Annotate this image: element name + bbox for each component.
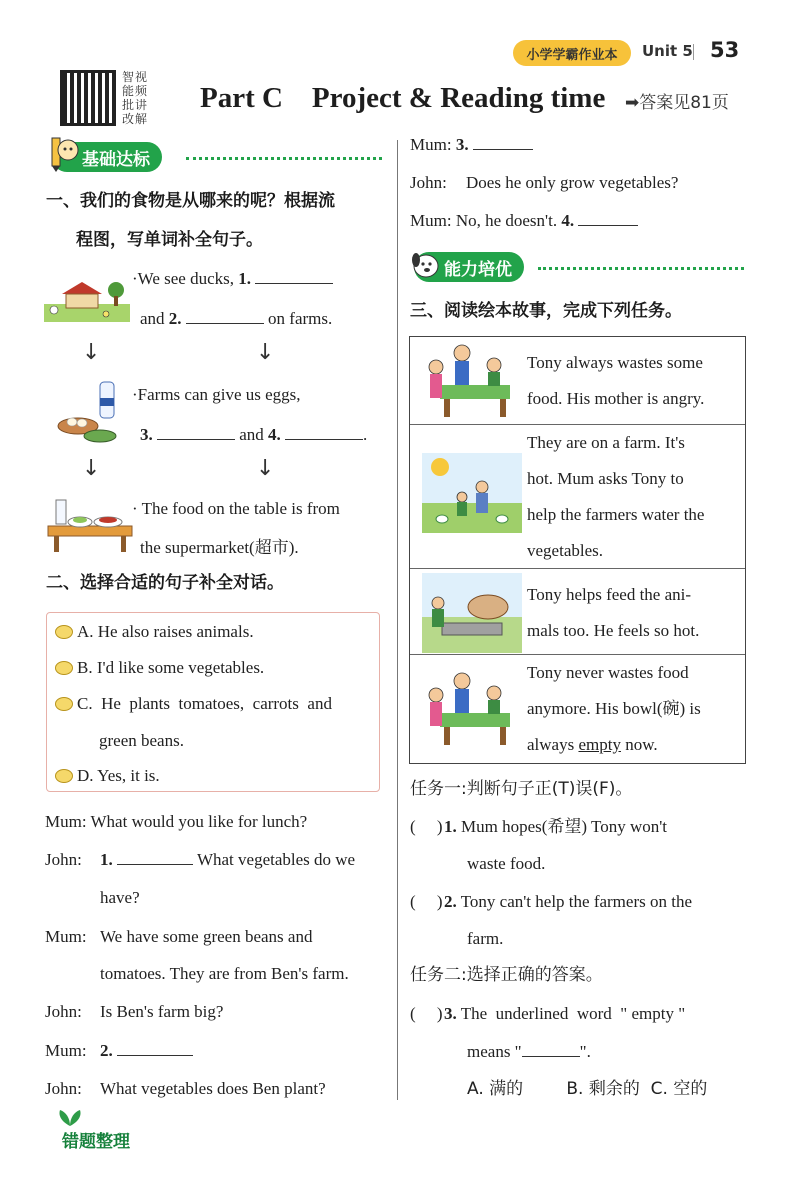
story-line: They are on a farm. It's <box>527 433 685 452</box>
story-line <box>527 727 737 763</box>
story-line: Tony helps feed the ani- <box>527 585 692 604</box>
story-text-4 <box>527 655 737 763</box>
dialogue-text: No, he doesn't. <box>455 211 558 230</box>
option-a[interactable]: A. He also raises animals. <box>77 622 254 641</box>
banner-dots <box>538 267 744 270</box>
dialogue-text: What would you like for lunch? <box>90 812 308 831</box>
blank-number: 4. <box>561 211 575 230</box>
story-line: vegetables. <box>527 541 603 560</box>
story-text-3 <box>527 577 737 649</box>
banner-dots <box>186 157 382 160</box>
q1-instruction-line1: 一、我们的食物是从哪来的呢？根据流 <box>46 191 335 211</box>
story-text-1 <box>527 345 737 417</box>
dialogue-cont: tomatoes. They are from Ben's farm. <box>100 964 349 983</box>
story-line: food. His mother is angry. <box>527 389 705 408</box>
speaker: Mum: <box>45 927 87 946</box>
dialogue-line <box>45 1040 87 1062</box>
story-line: help the farmers water the <box>527 505 705 524</box>
blank-number: 1. <box>238 269 252 288</box>
dialogue-line <box>410 210 638 232</box>
flow-arrow: ↓ <box>82 456 101 481</box>
question-1 <box>444 816 667 838</box>
qr-caption: 智视能频批讲改解 <box>122 70 149 126</box>
family-meal-picture <box>422 669 522 749</box>
flow-line3: · The food on the table is from <box>132 499 340 518</box>
speaker: Mum: <box>45 1041 87 1060</box>
question-text: Mum hopes(希望) Tony won't <box>461 817 668 836</box>
task1-title: 任务一:判断句子正(T)误(F)。 <box>410 779 633 799</box>
q2-instruction: 二、选择合适的句子补全对话。 <box>46 573 284 593</box>
section-banner-text: 能力培优 <box>444 259 512 280</box>
dialogue-line <box>45 926 87 948</box>
story-panel-3 <box>410 569 745 655</box>
flow-text: and <box>140 309 165 328</box>
leaf-icon <box>56 1110 84 1126</box>
blank-number: 1. <box>100 850 113 869</box>
flow-text: on farms. <box>268 309 333 328</box>
dinner-table-illustration <box>46 496 134 554</box>
question-2-cont: farm. <box>467 929 504 948</box>
blank-number: 4. <box>268 425 281 444</box>
question-number: 2. <box>444 892 457 911</box>
flow-text: . <box>363 425 368 444</box>
answer-blank-2[interactable] <box>186 308 264 324</box>
dialogue-text: Does he only grow vegetables? <box>466 173 679 192</box>
option-c-cont: green beans. <box>99 731 184 750</box>
flow-line1 <box>132 268 333 290</box>
dialogue-line <box>45 1078 82 1100</box>
wrong-questions-label: 错题整理 <box>62 1132 130 1152</box>
question-number: 1. <box>444 817 457 836</box>
question-2 <box>444 891 692 913</box>
dog-mascot-icon <box>410 244 442 282</box>
unit-label: Unit 5 <box>642 42 693 60</box>
blank-number: 2. <box>100 1041 113 1060</box>
speaker: John: <box>45 1079 82 1098</box>
answer-paren-3[interactable]: ( ) <box>410 1004 443 1023</box>
family-meal-picture <box>422 341 522 421</box>
speaker: Mum: <box>45 812 87 831</box>
flow-line1-cont <box>140 308 332 330</box>
flow-text: ·We see ducks, <box>132 269 235 288</box>
flow-line2: ·Farms can give us eggs, <box>132 385 301 404</box>
question-3-blank[interactable] <box>522 1041 580 1057</box>
dialogue-blank-3[interactable] <box>473 134 533 150</box>
dialogue-text: Is Ben's farm big? <box>100 1002 224 1021</box>
option-b[interactable]: B. I'd like some vegetables. <box>77 658 265 677</box>
story-text-2 <box>527 425 737 569</box>
story-panel-2 <box>410 425 745 569</box>
story-line: Tony never wastes food <box>527 663 689 682</box>
speaker: John: <box>45 850 82 869</box>
answer-paren-2[interactable]: ( ) <box>410 892 443 911</box>
story-line: mals too. He feels so hot. <box>527 621 700 640</box>
question-1-cont: waste food. <box>467 854 546 873</box>
flow-line2-cont <box>140 424 367 446</box>
dialogue-line <box>410 172 447 194</box>
option-c[interactable]: C. He plants tomatoes, carrots and <box>77 694 332 713</box>
flow-line3-cont: the supermarket(超市). <box>140 538 299 557</box>
farm-work-picture <box>422 453 522 533</box>
options-box <box>46 612 380 792</box>
story-line: hot. Mum asks Tony to <box>527 469 684 488</box>
dialogue-text: What vegetables does Ben plant? <box>100 1079 326 1098</box>
dialogue-line <box>45 1001 82 1023</box>
dialogue-line <box>410 134 533 156</box>
dialogue-blank-1[interactable] <box>117 849 193 865</box>
blank-number: 2. <box>168 309 182 328</box>
option-bullet-icon <box>55 661 73 675</box>
blank-number: 3. <box>455 135 469 154</box>
option-bullet-icon <box>55 697 73 711</box>
story-panel-4 <box>410 655 745 765</box>
question-text: ". <box>579 1042 591 1061</box>
story-line: Tony always wastes some <box>527 353 703 372</box>
dialogue-text: What vegetables do we <box>196 850 356 869</box>
section-banner-basic <box>52 142 162 172</box>
pencil-mascot-icon <box>48 134 80 172</box>
flow-arrow: ↓ <box>256 456 275 481</box>
header-divider <box>693 44 694 60</box>
feeding-animals-picture <box>422 573 522 653</box>
question-text: means " <box>467 1042 522 1061</box>
question-number: 3. <box>444 1004 457 1023</box>
speaker: Mum: <box>410 211 452 230</box>
speaker: John: <box>45 1002 82 1021</box>
story-word: now. <box>625 735 658 754</box>
dialogue-line <box>45 811 307 833</box>
qr-code-icon[interactable] <box>60 70 116 126</box>
option-bullet-icon <box>55 769 73 783</box>
dialogue-text: We have some green beans and <box>100 927 313 946</box>
question-3 <box>444 1003 685 1025</box>
option-d[interactable]: D. Yes, it is. <box>77 766 160 785</box>
underlined-word: empty <box>578 735 621 754</box>
story-line: anymore. His bowl(碗) is <box>527 699 701 718</box>
dialogue-line <box>100 849 355 871</box>
answer-blank-4[interactable] <box>285 424 363 440</box>
flow-text: and <box>239 425 264 444</box>
story-word: always <box>527 735 575 754</box>
task2-title: 任务二:选择正确的答案。 <box>410 965 603 985</box>
dialogue-blank-2[interactable] <box>117 1040 193 1056</box>
flow-arrow: ↓ <box>256 340 275 365</box>
speaker: Mum: <box>410 135 452 154</box>
section-banner-text: 基础达标 <box>82 149 150 170</box>
question-3-cont <box>467 1041 591 1063</box>
section-banner-advanced <box>414 252 524 282</box>
dialogue-blank-4[interactable] <box>578 210 638 226</box>
option-bullet-icon <box>55 625 73 639</box>
story-panel-1 <box>410 337 745 425</box>
blank-number: 3. <box>140 425 153 444</box>
answer-paren-1[interactable]: ( ) <box>410 817 443 836</box>
story-table <box>409 336 746 764</box>
brand-badge: 小学学霸作业本 <box>513 40 631 66</box>
question-text: The underlined word " empty " <box>460 1004 686 1023</box>
dairy-eggs-illustration <box>56 380 126 446</box>
page-title: Part C Project & Reading time <box>200 82 606 114</box>
page-number: 53 <box>710 38 740 62</box>
farm-illustration <box>44 276 130 322</box>
question-text: Tony can't help the farmers on the <box>460 892 692 911</box>
column-divider <box>397 140 398 1100</box>
q1-instruction-line2: 程图，写单词补全句子。 <box>76 230 263 250</box>
q3-instruction: 三、阅读绘本故事，完成下列任务。 <box>410 301 682 321</box>
answer-blank-1[interactable] <box>255 268 333 284</box>
answer-blank-3[interactable] <box>157 424 235 440</box>
dialogue-line <box>45 849 82 871</box>
flow-arrow: ↓ <box>82 340 101 365</box>
dialogue-line <box>100 1040 193 1062</box>
question-3-options[interactable]: A. 满的 B. 剩余的 C. 空的 <box>467 1079 708 1099</box>
speaker: John: <box>410 173 447 192</box>
dialogue-cont: have? <box>100 888 140 907</box>
answer-reference: ➡答案见81页 <box>625 93 729 113</box>
